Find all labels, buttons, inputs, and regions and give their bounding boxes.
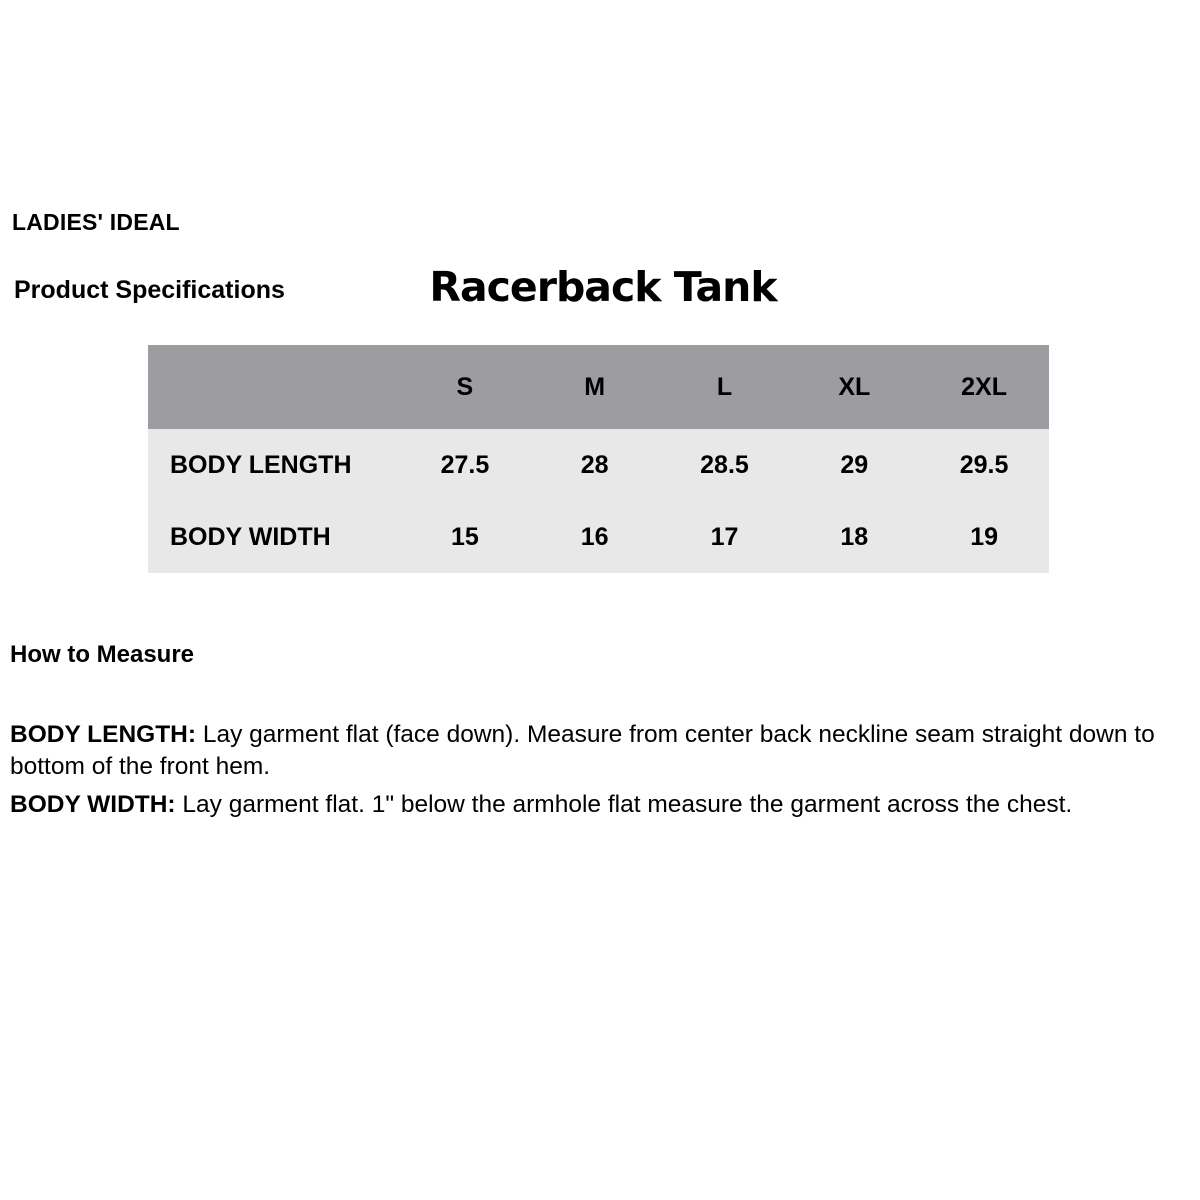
row-label-body-width: BODY WIDTH — [170, 522, 331, 551]
body-width-term: BODY WIDTH: — [10, 791, 176, 818]
table-row-body-width — [148, 501, 1049, 573]
size-header-row — [148, 345, 1049, 429]
column-header-xl: XL — [838, 372, 871, 401]
column-header-l: L — [716, 372, 733, 401]
product-specifications-heading: Product Specifications — [14, 276, 285, 304]
body-length-instruction — [10, 719, 1196, 783]
corner-cell — [148, 345, 400, 429]
body-width-xl: 18 — [840, 522, 869, 551]
measure-instructions — [10, 719, 1196, 821]
row-label-body-length: BODY LENGTH — [170, 450, 352, 479]
body-length-description: Lay garment flat (face down). Measure from center back neckline seam straight down to bottom of the front hem. — [10, 721, 1155, 780]
column-header-2xl: 2XL — [961, 372, 1008, 401]
brand-label: LADIES' IDEAL — [12, 209, 180, 235]
how-to-measure-heading: How to Measure — [10, 641, 195, 668]
body-width-description: Lay garment flat. 1" below the armhole flat measure the garment across the chest. — [182, 791, 1073, 818]
column-header-s: S — [456, 372, 474, 401]
product-title: Racerback Tank — [429, 263, 777, 311]
body-length-xl: 29 — [840, 450, 869, 479]
body-width-l: 17 — [710, 522, 739, 551]
body-width-m: 16 — [580, 522, 609, 551]
body-length-term: BODY LENGTH: — [10, 721, 197, 748]
body-width-2xl: 19 — [970, 522, 998, 551]
body-width-instruction — [10, 789, 1196, 821]
table-row-body-length — [148, 429, 1049, 501]
size-spec-table — [148, 345, 1049, 573]
body-length-s: 27.5 — [440, 450, 490, 479]
body-length-2xl: 29.5 — [959, 450, 1009, 479]
column-header-m: M — [584, 372, 606, 401]
body-length-m: 28 — [580, 450, 609, 479]
body-width-s: 15 — [450, 522, 479, 551]
body-length-l: 28.5 — [700, 450, 749, 479]
